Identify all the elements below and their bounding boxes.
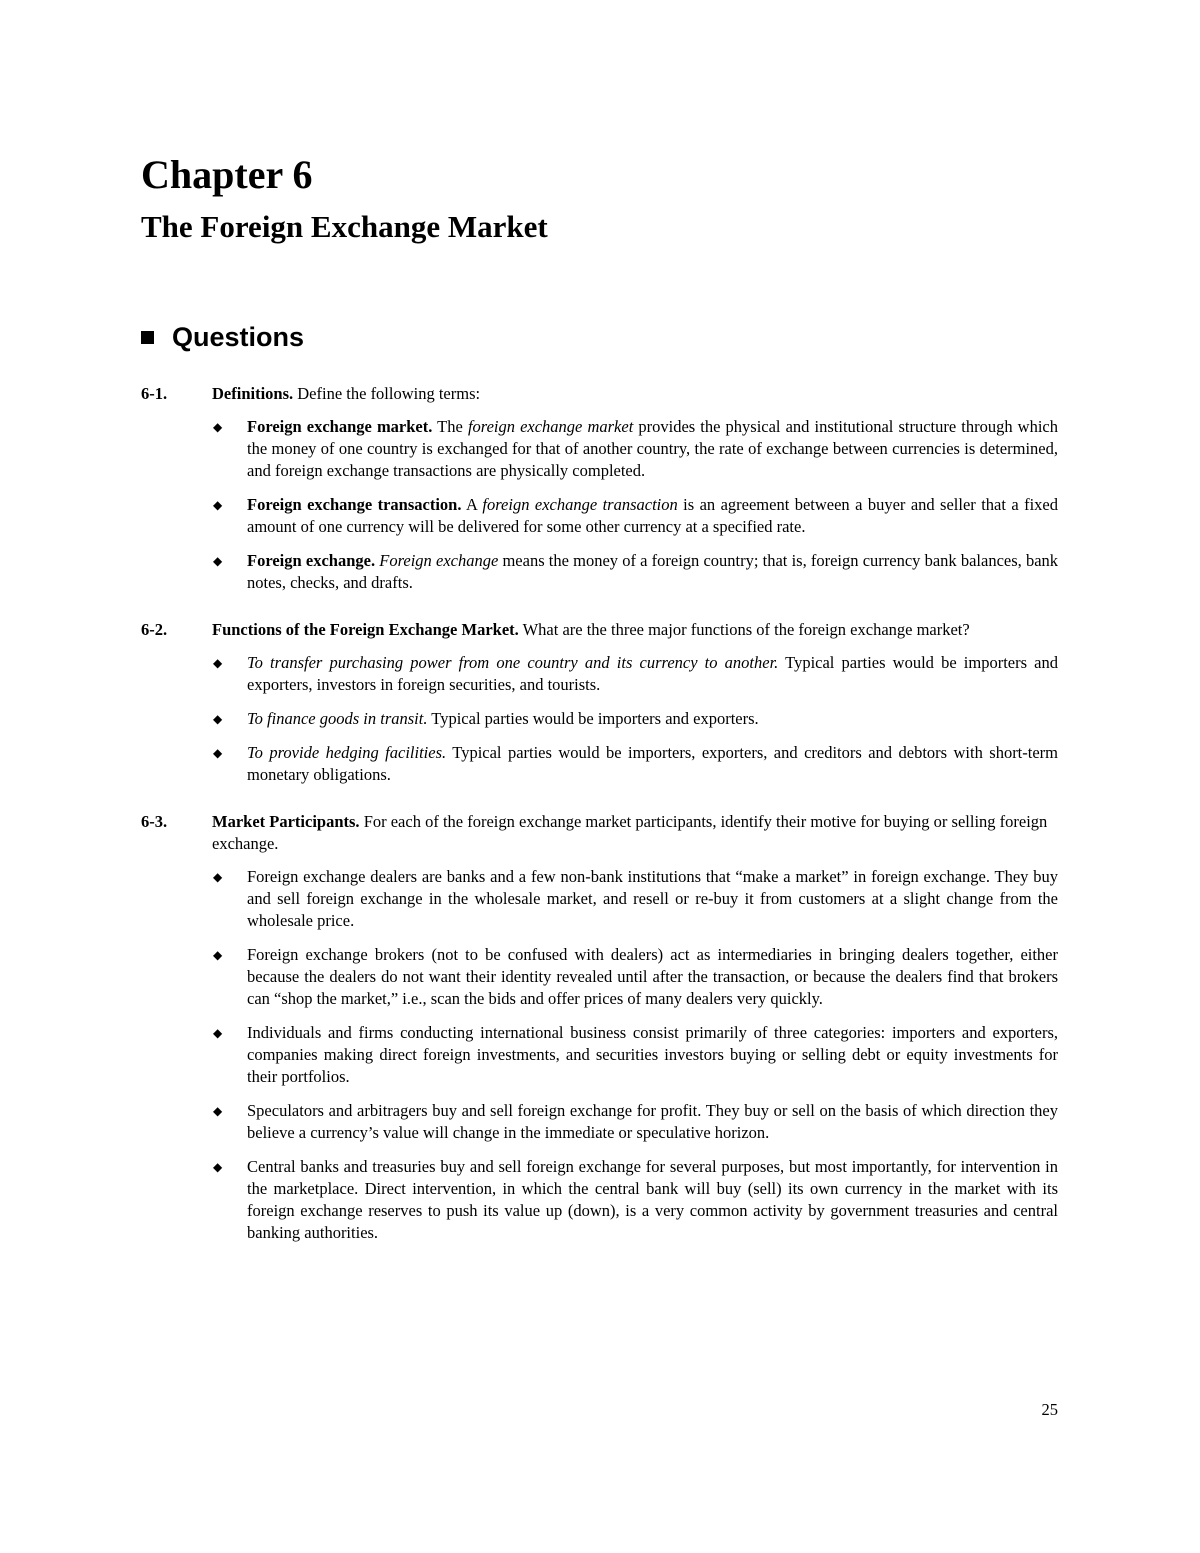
bullet-icon: ◆: [213, 554, 223, 568]
question-prompt: For each of the foreign exchange market participants, identify their motive for buying or selling foreign exchange.: [212, 812, 1048, 853]
list-item: [212, 1156, 1058, 1244]
question-text: [212, 811, 1058, 855]
bullet-icon: ◆: [213, 712, 223, 726]
list-item-text: [247, 652, 1058, 696]
questions-list: [141, 383, 1058, 1269]
question-6-1: [141, 383, 1058, 606]
emphasis: To transfer purchasing power from one country and its currency to another.: [247, 653, 779, 672]
chapter-number: Chapter 6: [141, 152, 313, 197]
bullet-icon: ◆: [213, 656, 223, 670]
emphasis: foreign exchange transaction: [482, 495, 678, 514]
bullet-icon: ◆: [213, 1160, 223, 1174]
list-item: [212, 708, 1058, 730]
list-item: [212, 550, 1058, 594]
term: Foreign exchange transaction.: [247, 495, 462, 514]
question-number: 6-3.: [141, 812, 168, 831]
bullet-icon: ◆: [213, 420, 223, 434]
question-body: [212, 619, 1058, 798]
question-text: [212, 383, 1058, 405]
question-title: Functions of the Foreign Exchange Market.: [212, 620, 519, 639]
definition: means the money of a foreign country; that is, foreign currency bank balances, bank notes, checks, and drafts.: [247, 551, 1059, 592]
list-item-text: [247, 742, 1058, 786]
question-number: 6-2.: [141, 620, 168, 639]
definition: provides the physical and institutional structure through which the money of one country is exchanged for that of another country, the rate of exchange between currencies is determined, and foreign exchange transactions are physically completed.: [247, 417, 1058, 480]
list-item-text: Individuals and firms conducting international business consist primarily of three categories: importers and exporters, companies making direct foreign investments, and securities investors buying or selling debt or equity investments for their portfolios.: [247, 1023, 1058, 1086]
list-item: [212, 1100, 1058, 1144]
list-item-text: [247, 550, 1058, 594]
emphasis: foreign exchange market: [467, 417, 634, 436]
list-item-text: [247, 494, 1058, 538]
list-item-text: [247, 708, 1058, 730]
question-prompt: What are the three major functions of the foreign exchange market?: [518, 620, 970, 639]
emphasis: To provide hedging facilities.: [247, 743, 447, 762]
bullet-icon: ◆: [213, 1026, 223, 1040]
bullet-list: [212, 416, 1058, 594]
list-item-text: [247, 416, 1058, 482]
list-item: [212, 1022, 1058, 1088]
bullet-icon: ◆: [213, 870, 223, 884]
question-prompt: Define the following terms:: [293, 384, 481, 403]
question-body: [212, 811, 1058, 1256]
list-item-text: Foreign exchange brokers (not to be confused with dealers) act as intermediaries in bringing dealers together, either because the dealers do not want their identity revealed until after the transaction, or because the dealers find that brokers can “shop the market,” i.e., scan the bids and offer prices of many dealers very quickly.: [247, 945, 1058, 1008]
square-bullet-icon: [141, 331, 154, 344]
bullet-icon: ◆: [213, 1104, 223, 1118]
question-6-2: [141, 619, 1058, 798]
question-body: [212, 383, 1058, 606]
chapter-title: The Foreign Exchange Market: [141, 209, 548, 244]
bullet-icon: ◆: [213, 948, 223, 962]
definition: is an agreement between a buyer and seller that a fixed amount of one currency will be delivered for some other currency at a specified rate.: [247, 495, 1059, 536]
section-heading-label: Questions: [172, 322, 305, 352]
answer-text: Typical parties would be importers and exporters, investors in foreign securities, and tourists.: [247, 653, 1058, 694]
question-number: 6-1.: [141, 384, 168, 403]
question-6-3: [141, 811, 1058, 1256]
question-title: Definitions.: [212, 384, 294, 403]
emphasis: Foreign exchange: [379, 551, 499, 570]
bullet-list: [212, 652, 1058, 786]
list-item: [212, 652, 1058, 696]
question-text: [212, 619, 1058, 641]
list-item-text: Speculators and arbitragers buy and sell foreign exchange for profit. They buy or sell on the basis of which direction they believe a currency’s value will change in the immediate or speculative horizon.: [247, 1101, 1058, 1142]
list-item: [212, 742, 1058, 786]
list-item: [212, 944, 1058, 1010]
text-segment: A: [461, 495, 483, 514]
term: Foreign exchange market.: [247, 417, 433, 436]
list-item-text: Foreign exchange dealers are banks and a few non-bank institutions that “make a market” in foreign exchange. They buy and sell foreign exchange in the wholesale market, and resell or re-buy it from customers at a slight change from the wholesale price.: [247, 867, 1058, 930]
section-heading: [141, 322, 304, 353]
question-title: Market Participants.: [212, 812, 360, 831]
term: Foreign exchange.: [247, 551, 376, 570]
answer-text: Typical parties would be importers, exporters, and creditors and debtors with short-term monetary obligations.: [247, 743, 1059, 784]
emphasis: To finance goods in transit.: [247, 709, 428, 728]
list-item: [212, 416, 1058, 482]
page-number: 25: [1041, 1400, 1058, 1419]
bullet-list: [212, 866, 1058, 1244]
answer-text: Typical parties would be importers and exporters.: [427, 709, 759, 728]
bullet-icon: ◆: [213, 498, 223, 512]
list-item-text: Central banks and treasuries buy and sell foreign exchange for several purposes, but most importantly, for intervention in the marketplace. Direct intervention, in which the central bank will buy (sell) its own currency in the market with its foreign exchange reserves to push its value up (down), is a very common activity by government treasuries and central banking authorities.: [247, 1157, 1058, 1242]
list-item: [212, 494, 1058, 538]
list-item: [212, 866, 1058, 932]
bullet-icon: ◆: [213, 746, 223, 760]
text-segment: The: [432, 417, 468, 436]
